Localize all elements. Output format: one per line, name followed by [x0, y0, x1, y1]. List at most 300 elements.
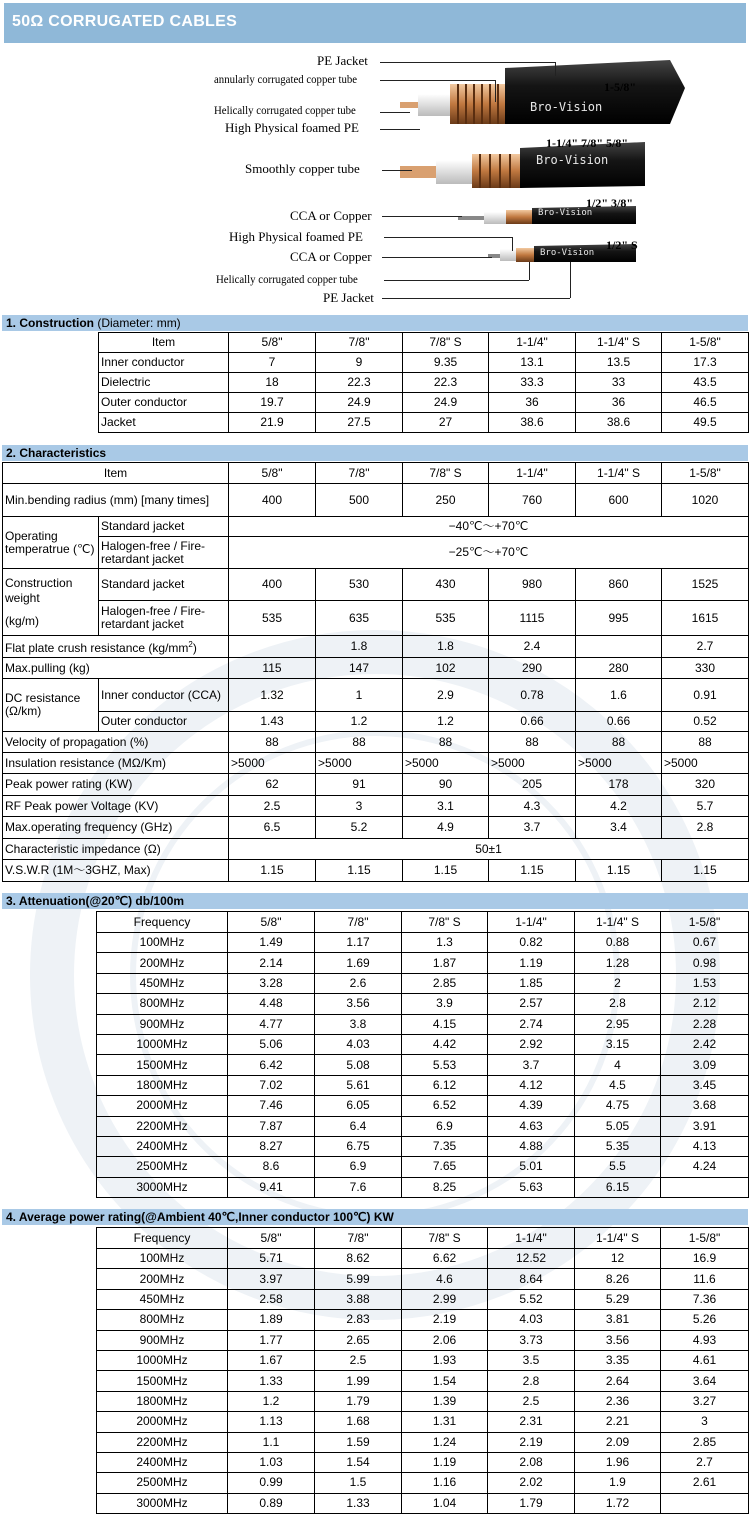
cell: 88	[316, 732, 403, 753]
cell: 90	[403, 774, 489, 796]
cell: 635	[316, 601, 403, 636]
table-row	[3, 517, 749, 537]
cell: 18	[229, 373, 316, 393]
table-row	[97, 1493, 749, 1513]
cell: 7	[229, 353, 316, 373]
label-pe-jacket-top: PE Jacket	[317, 53, 368, 68]
cell: 1.24	[402, 1432, 488, 1452]
cell: 1.15	[489, 860, 576, 882]
crush-close: )	[192, 641, 197, 655]
cell: 13.5	[576, 353, 662, 373]
cell: 1.1	[228, 1432, 315, 1452]
cell: 2.4	[489, 636, 576, 658]
cell: 7.46	[228, 1096, 315, 1116]
cell: 6.5	[229, 817, 316, 839]
cell: 3.68	[661, 1096, 749, 1116]
cell: 2.57	[488, 994, 575, 1014]
cell: >5000	[403, 753, 489, 774]
page-title: 50Ω CORRUGATED CABLES	[12, 13, 238, 30]
size-header: 5/8"	[228, 912, 315, 933]
cell: 21.9	[229, 413, 316, 433]
cell: 2.09	[575, 1432, 661, 1452]
cell: 91	[316, 774, 403, 796]
cell: >5000	[229, 753, 316, 774]
cell: 38.6	[576, 413, 662, 433]
leader-line	[512, 237, 513, 251]
section-title: 2. Characteristics	[6, 446, 107, 460]
cell: 1	[316, 679, 403, 712]
table-row	[3, 658, 749, 679]
cell: 115	[229, 658, 316, 679]
leader-line	[555, 62, 556, 76]
cell: 5.08	[315, 1055, 402, 1075]
cell: 49.5	[662, 413, 749, 433]
cell: 6.9	[315, 1157, 402, 1177]
size-header: 7/8" S	[403, 333, 489, 353]
cell: 0.66	[489, 712, 576, 732]
size-header: 1-1/4"	[489, 463, 576, 484]
table-row	[97, 1432, 749, 1452]
table-header-row	[97, 912, 749, 933]
cell: 2.92	[488, 1034, 575, 1054]
cell: 4.88	[488, 1136, 575, 1156]
cell: 2.6	[315, 973, 402, 993]
frequency-cell: 200MHz	[97, 1269, 228, 1289]
cell: 102	[403, 658, 489, 679]
cell: 1.19	[488, 953, 575, 973]
cell: 3.15	[575, 1034, 661, 1054]
leader-line	[384, 237, 512, 238]
cell: 4.12	[488, 1075, 575, 1095]
cell: 1.53	[661, 973, 749, 993]
size-header: 7/8"	[315, 1228, 402, 1249]
cell: 3.73	[488, 1330, 575, 1350]
cell: −25℃～+70℃	[229, 537, 749, 569]
cell: 2.74	[488, 1014, 575, 1034]
leader-line	[382, 298, 570, 299]
table-row	[97, 1157, 749, 1177]
cell: 2.65	[315, 1330, 402, 1350]
frequency-cell: 800MHz	[97, 1310, 228, 1330]
cell: 12	[575, 1249, 661, 1269]
row-sublabel: Halogen-free / Fire-retardant jacket	[99, 537, 229, 569]
row-sublabel: Halogen-free / Fire-retardant jacket	[99, 601, 229, 636]
item-header: Item	[99, 333, 229, 353]
cell: 2.8	[488, 1371, 575, 1391]
row-label: RF Peak power Voltage (KV)	[3, 796, 229, 817]
cell: 1.77	[228, 1330, 315, 1350]
cell: 7.6	[315, 1177, 402, 1197]
cell: 1.79	[315, 1391, 402, 1411]
size-header: 7/8"	[316, 333, 403, 353]
label-smooth-tube: Smoothly copper tube	[245, 161, 360, 176]
cell: 6.4	[315, 1116, 402, 1136]
cell: 5.5	[575, 1157, 661, 1177]
cell: 6.62	[402, 1249, 488, 1269]
cell: 6.15	[575, 1177, 661, 1197]
cell: 2.5	[488, 1391, 575, 1411]
section-title: 1. Construction	[6, 316, 95, 330]
cell: 5.99	[315, 1269, 402, 1289]
cell: 1.79	[488, 1493, 575, 1513]
cell: 2.19	[402, 1310, 488, 1330]
cell: >5000	[576, 753, 662, 774]
row-label: Operating temperatrue (℃)	[3, 517, 99, 569]
cell: 3.88	[315, 1289, 402, 1309]
cell: 12.52	[488, 1249, 575, 1269]
cell: 1.69	[315, 953, 402, 973]
cell: 0.66	[576, 712, 662, 732]
cell: 62	[229, 774, 316, 796]
cell: 980	[489, 569, 576, 601]
frequency-cell: 3000MHz	[97, 1177, 228, 1197]
size-label-1-2-s: 1/2" S	[606, 238, 638, 252]
cell: 1.59	[315, 1432, 402, 1452]
cell: 8.62	[315, 1249, 402, 1269]
section-title: 4. Average power rating(@Ambient 40℃,Inner conductor 100℃) KW	[6, 1210, 394, 1224]
row-label: Min.bending radius (mm) [many times]	[3, 484, 229, 517]
cell: 19.7	[229, 393, 316, 413]
cell: 38.6	[489, 413, 576, 433]
cell: 430	[403, 569, 489, 601]
cell: 8.27	[228, 1136, 315, 1156]
frequency-cell: 450MHz	[97, 1289, 228, 1309]
table-row	[97, 1055, 749, 1075]
cell: 3.5	[488, 1350, 575, 1370]
table-row	[97, 1136, 749, 1156]
table-row	[3, 860, 749, 882]
table-row	[97, 994, 749, 1014]
cell: 250	[403, 484, 489, 517]
cell: 1.28	[575, 953, 661, 973]
cell: 2.64	[575, 1371, 661, 1391]
cell: 8.6	[228, 1157, 315, 1177]
size-header: 7/8" S	[403, 463, 489, 484]
cell: 2.61	[661, 1473, 749, 1493]
cell: 320	[662, 774, 749, 796]
cell: 6.42	[228, 1055, 315, 1075]
cell: 1.89	[228, 1310, 315, 1330]
table-row	[97, 1310, 749, 1330]
cell: 4.6	[402, 1269, 488, 1289]
cell: 8.25	[402, 1177, 488, 1197]
cell: 0.78	[489, 679, 576, 712]
cell: 24.9	[316, 393, 403, 413]
size-header: 1-5/8"	[661, 1228, 749, 1249]
cell: 2.7	[661, 1452, 749, 1472]
title-bar	[4, 3, 746, 43]
table-row	[97, 1269, 749, 1289]
cell: 2.8	[662, 817, 749, 839]
leader-line	[380, 129, 420, 130]
cell: 1.8	[316, 636, 403, 658]
row-sublabel: Standard jacket	[99, 569, 229, 601]
cell: 5.52	[488, 1289, 575, 1309]
cell: 3.9	[402, 994, 488, 1014]
cell: 1.39	[402, 1391, 488, 1411]
table-row	[3, 732, 749, 753]
cell: 3.4	[576, 817, 662, 839]
size-header: 1-1/4" S	[575, 1228, 661, 1249]
cell: 7.02	[228, 1075, 315, 1095]
cell	[576, 636, 662, 658]
cell: 9.41	[228, 1177, 315, 1197]
cell: 5.71	[228, 1249, 315, 1269]
cell: 3.8	[315, 1014, 402, 1034]
size-label-1-1-4: 1-1/4" 7/8" 5/8"	[546, 136, 628, 150]
frequency-cell: 1000MHz	[97, 1034, 228, 1054]
cell: 3.7	[488, 1055, 575, 1075]
table-row	[3, 484, 749, 517]
cell: 0.98	[661, 953, 749, 973]
cell: 3.56	[315, 994, 402, 1014]
cell: 0.88	[575, 933, 661, 953]
cell: 1.43	[229, 712, 316, 732]
cable-3-brand: Bro-Vision	[538, 208, 593, 218]
label-cca-copper-2: CCA or Copper	[290, 249, 372, 264]
cell: 4.3	[489, 796, 576, 817]
cell: 5.7	[662, 796, 749, 817]
frequency-cell: 900MHz	[97, 1330, 228, 1350]
cell: 1.8	[403, 636, 489, 658]
table-row	[97, 1096, 749, 1116]
cell: 2.31	[488, 1412, 575, 1432]
cell: 2.12	[661, 994, 749, 1014]
cell: 3.27	[661, 1391, 749, 1411]
cell: 0.67	[661, 933, 749, 953]
table-row	[97, 1330, 749, 1350]
table-row	[97, 1452, 749, 1472]
cell: 6.9	[402, 1116, 488, 1136]
cell: 4.93	[661, 1330, 749, 1350]
size-header: 7/8"	[315, 912, 402, 933]
cell: 147	[316, 658, 403, 679]
size-header: 1-1/4"	[489, 333, 576, 353]
cell: 1.19	[402, 1452, 488, 1472]
cell: 3.09	[661, 1055, 749, 1075]
cell: 1.68	[315, 1412, 402, 1432]
table-row	[99, 353, 749, 373]
cell: 2.5	[315, 1350, 402, 1370]
table-row	[3, 712, 749, 732]
cell: 1.9	[575, 1473, 661, 1493]
cell: 535	[403, 601, 489, 636]
table-row	[97, 1371, 749, 1391]
cell: 8.64	[488, 1269, 575, 1289]
cell	[661, 1177, 749, 1197]
leader-line	[382, 216, 462, 217]
cell: 1.72	[575, 1493, 661, 1513]
size-header: 1-5/8"	[661, 912, 749, 933]
label-helical-tube-top: Helically corrugated copper tube	[214, 103, 356, 117]
leader-line	[382, 257, 492, 258]
table-row	[3, 679, 749, 712]
cell: 2.8	[575, 994, 661, 1014]
cell: 6.75	[315, 1136, 402, 1156]
cell: 1.2	[316, 712, 403, 732]
table-row	[97, 1289, 749, 1309]
item-header: Item	[3, 463, 229, 484]
row-label: V.S.W.R (1M～3GHZ, Max)	[3, 860, 229, 882]
cell: 1.85	[488, 973, 575, 993]
row-label: Max.operating frequency (GHz)	[3, 817, 229, 839]
cell: 2.42	[661, 1034, 749, 1054]
row-label: Peak power rating (KW)	[3, 774, 229, 796]
cell: 36	[489, 393, 576, 413]
cell: 860	[576, 569, 662, 601]
label-cca-copper-1: CCA or Copper	[290, 208, 372, 223]
cell: 88	[229, 732, 316, 753]
cell: 11.6	[661, 1269, 749, 1289]
row-label: Velocity of propagation (%)	[3, 732, 229, 753]
cell: 1.5	[315, 1473, 402, 1493]
cell: 1615	[662, 601, 749, 636]
frequency-cell: 1000MHz	[97, 1350, 228, 1370]
cell: 535	[229, 601, 316, 636]
cell: 2.99	[402, 1289, 488, 1309]
cell: 5.06	[228, 1034, 315, 1054]
cell: 24.9	[403, 393, 489, 413]
label-annular-tube: annularly corrugated copper tube	[214, 72, 358, 86]
leader-line	[380, 80, 495, 81]
cell: 1.15	[662, 860, 749, 882]
cable-1-brand: Bro-Vision	[530, 100, 603, 114]
cell: 3	[316, 796, 403, 817]
size-header: 1-1/4" S	[576, 463, 662, 484]
table-row	[97, 1391, 749, 1411]
cell: 5.35	[575, 1136, 661, 1156]
cell: 5.63	[488, 1177, 575, 1197]
cell: 3.64	[661, 1371, 749, 1391]
cable-2-brand: Bro-Vision	[536, 153, 609, 167]
frequency-cell: 900MHz	[97, 1014, 228, 1034]
label-foamed-pe-top: High Physical foamed PE	[225, 120, 359, 135]
cell: 178	[576, 774, 662, 796]
cell: 3.45	[661, 1075, 749, 1095]
cell	[229, 636, 316, 658]
row-label: Insulation resistance (MΩ/Km)	[3, 753, 229, 774]
cell: 500	[316, 484, 403, 517]
frequency-cell: 2000MHz	[97, 1412, 228, 1432]
row-label: Jacket	[99, 413, 229, 433]
cell: 2.28	[661, 1014, 749, 1034]
table-row	[3, 774, 749, 796]
cell: 2.06	[402, 1330, 488, 1350]
power-table	[96, 1227, 749, 1514]
cell: 1.49	[228, 933, 315, 953]
table-row	[97, 1075, 749, 1095]
size-label-1-5-8: 1-5/8"	[604, 80, 636, 94]
cable-4-brand: Bro-Vision	[540, 248, 595, 258]
cell: 3.28	[228, 973, 315, 993]
cell: 2.5	[229, 796, 316, 817]
weight-unit-text: (kg/m)	[5, 613, 39, 628]
cell: 2.02	[488, 1473, 575, 1493]
cell: 2.7	[662, 636, 749, 658]
cell: 5.26	[661, 1310, 749, 1330]
cell: 6.12	[402, 1075, 488, 1095]
table-row	[97, 1034, 749, 1054]
table-row	[97, 1350, 749, 1370]
size-header: 7/8" S	[402, 1228, 488, 1249]
cell: 400	[229, 569, 316, 601]
table-row	[99, 373, 749, 393]
size-header: 7/8"	[316, 463, 403, 484]
attenuation-table	[96, 911, 749, 1198]
cell: 5.61	[315, 1075, 402, 1095]
cell: 1.87	[402, 953, 488, 973]
row-label: Max.pulling (kg)	[3, 658, 229, 679]
cell: 290	[489, 658, 576, 679]
cell: >5000	[662, 753, 749, 774]
cell: 1.6	[576, 679, 662, 712]
cell: 2.9	[403, 679, 489, 712]
cell: 2.36	[575, 1391, 661, 1411]
table-row	[97, 1412, 749, 1432]
frequency-cell: 2200MHz	[97, 1116, 228, 1136]
cell: 50±1	[229, 839, 749, 860]
cell: 2.85	[661, 1432, 749, 1452]
cell: 1.99	[315, 1371, 402, 1391]
cell: 1.04	[402, 1493, 488, 1513]
cell: 43.5	[662, 373, 749, 393]
cell: 1.2	[403, 712, 489, 732]
size-header: 7/8" S	[402, 912, 488, 933]
cell: 1.13	[228, 1412, 315, 1432]
frequency-cell: 2400MHz	[97, 1452, 228, 1472]
cell: 1.96	[575, 1452, 661, 1472]
cell: 4.48	[228, 994, 315, 1014]
cell: 16.9	[661, 1249, 749, 1269]
size-header: 5/8"	[229, 333, 316, 353]
cell: 1.3	[402, 933, 488, 953]
cell: 1.15	[576, 860, 662, 882]
table-row	[97, 1177, 749, 1197]
cell: 330	[662, 658, 749, 679]
frequency-cell: 1500MHz	[97, 1371, 228, 1391]
size-header: 1-1/4" S	[575, 912, 661, 933]
label-foamed-pe-bottom: High Physical foamed PE	[229, 229, 363, 244]
cable-diagram	[0, 50, 749, 308]
frequency-header: Frequency	[97, 912, 228, 933]
cell: 3.91	[661, 1116, 749, 1136]
cell: 205	[489, 774, 576, 796]
cell: 0.91	[662, 679, 749, 712]
frequency-cell: 1800MHz	[97, 1075, 228, 1095]
cell: 9	[316, 353, 403, 373]
size-header: 1-5/8"	[662, 463, 749, 484]
cell: 5.29	[575, 1289, 661, 1309]
cell: 4.15	[402, 1014, 488, 1034]
leader-line	[495, 80, 496, 102]
table-row	[3, 753, 749, 774]
cell: 2.08	[488, 1452, 575, 1472]
cell: >5000	[316, 753, 403, 774]
cell: 3.35	[575, 1350, 661, 1370]
cell: 33.3	[489, 373, 576, 393]
cell: 1.93	[402, 1350, 488, 1370]
cell: 2.19	[488, 1432, 575, 1452]
cell: 1.31	[402, 1412, 488, 1432]
cell: 600	[576, 484, 662, 517]
leader-line	[384, 280, 529, 281]
cell: 280	[576, 658, 662, 679]
cable-1-5-8-image	[400, 58, 690, 128]
cell: 88	[662, 732, 749, 753]
cell: 8.26	[575, 1269, 661, 1289]
row-sublabel: Outer conductor	[99, 712, 229, 732]
row-sublabel: Standard jacket	[99, 517, 229, 537]
